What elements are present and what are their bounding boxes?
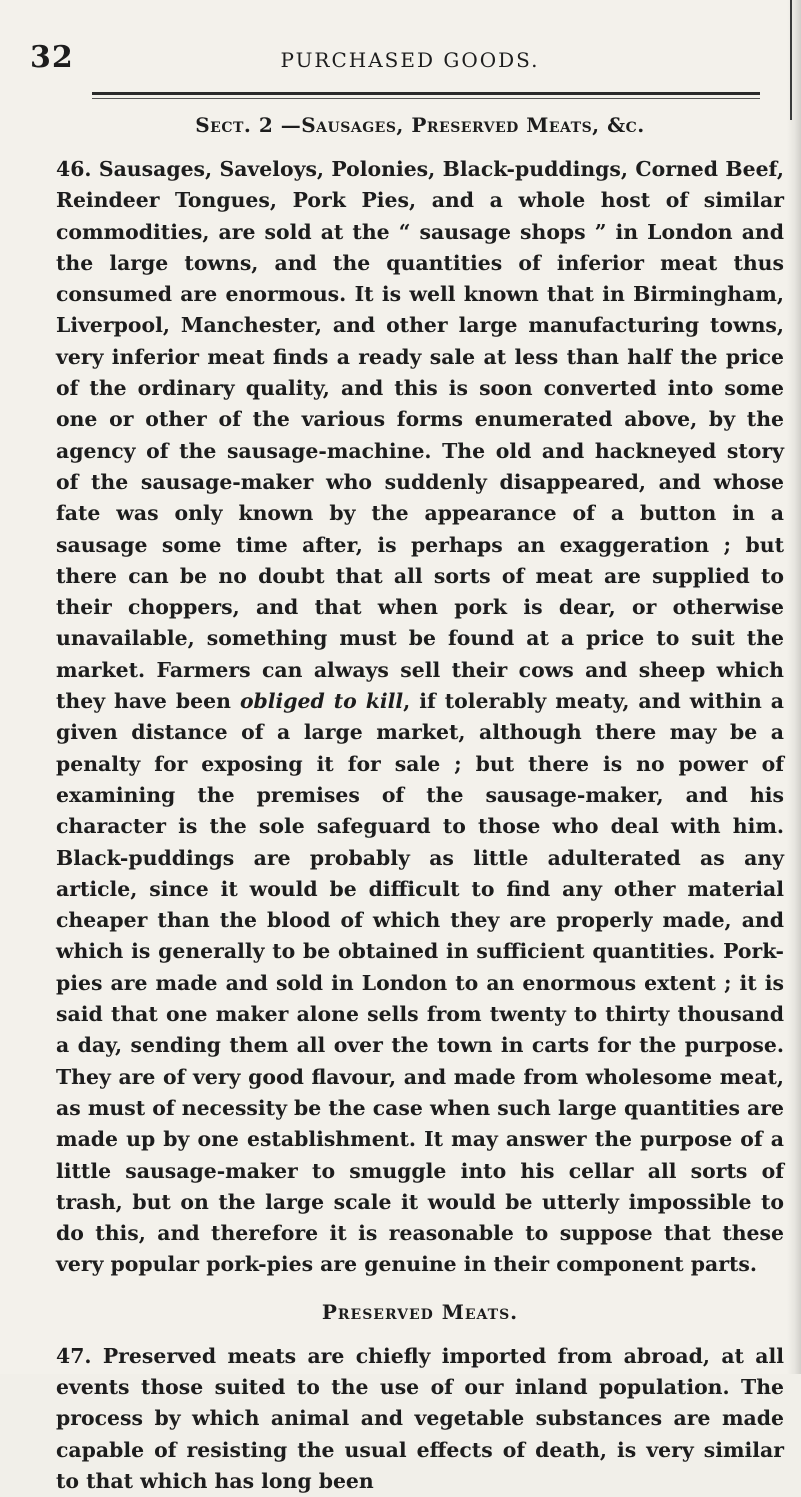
page-content [56, 110, 784, 1497]
paragraph-47 [56, 1341, 784, 1497]
paragraph-text-continued: , if tolerably meaty, and within a given distance of a large market, although there may be a penalty for exposing it for sale ; but there is no power of examining the premises of the sausage-maker, and his character is the sole safeguard to those who deal with him. Black-puddings are probably as little adulterated as any article, since it would be difficult to find any other material cheaper than the blood of which they are properly made, and which is generally to be obtained in sufficient quantities. Pork-pies are made and sold in London to an enormous extent ; it is said that one maker alone sells from twenty to thirty thousand a day, sending them all over the town in carts for the purpose. They are of very good flavour, and made from wholesome meat, as must of necessity be the case when such large quantities are made up by one establishment. It may answer the purpose of a little sausage-maker to smuggle into his cellar all sorts of trash, but on the large scale it would be utterly impossible to do this, and therefore it is reasonable to suppose that these very popular pork-pies are genuine in their component parts. [56, 689, 785, 1277]
paragraph-46 [56, 154, 784, 1281]
paragraph-text: Preserved meats are chiefly imported from abroad, at all events those suited to the use of our inland population. The process by which animal and vegetable substances are made capable of resisting the usual effects of death, is very similar to that which has long been [56, 1343, 784, 1493]
paragraph-number: 47. [56, 1343, 92, 1368]
running-head: PURCHASED GOODS. [280, 48, 540, 72]
section-title-prefix: Sect. 2 — [195, 113, 302, 137]
italic-phrase: obliged to kill [239, 689, 404, 714]
subheading-preserved-meats: Preserved Meats. [321, 1299, 519, 1324]
paragraph-number: 46. [56, 157, 92, 181]
page-number: 32 [30, 40, 74, 75]
section-title [56, 110, 784, 140]
page-edge-line [790, 0, 792, 120]
header-rule [92, 92, 760, 95]
page-edge-shadow [787, 0, 801, 1374]
header-rule-thin [92, 98, 760, 99]
paragraph-text: Sausages, Saveloys, Polonies, Black-puddings, Corned Beef, Reindeer Tongues, Pork Pies, and a whole host of similar commodities, are sold at the “ sausage shops ” in London and the large towns, and the quantities of inferior meat thus consumed are enormous. It is well known that in Birmingham, Liverpool, Manchester, and other large manufacturing towns, very inferior meat finds a ready sale at less than half the price of the ordinary quality, and this is soon converted into some one or other of the various forms enumerated above, by the agency of the sausage-machine. The old and hackneyed story of the sausage-maker who suddenly disappeared, and whose fate was only known by the appearance of a button in a sausage some time after, is perhaps an exaggeration ; but there can be no doubt that all sorts of meat are supplied to their choppers, and that when pork is dear, or otherwise unavailable, something must be found at a price to suit the market. Farmers can always sell their cows and sheep which they have been [56, 157, 784, 714]
section-title-main: Sausages, Preserved Meats, &c. [301, 113, 645, 137]
page-header [30, 40, 790, 80]
